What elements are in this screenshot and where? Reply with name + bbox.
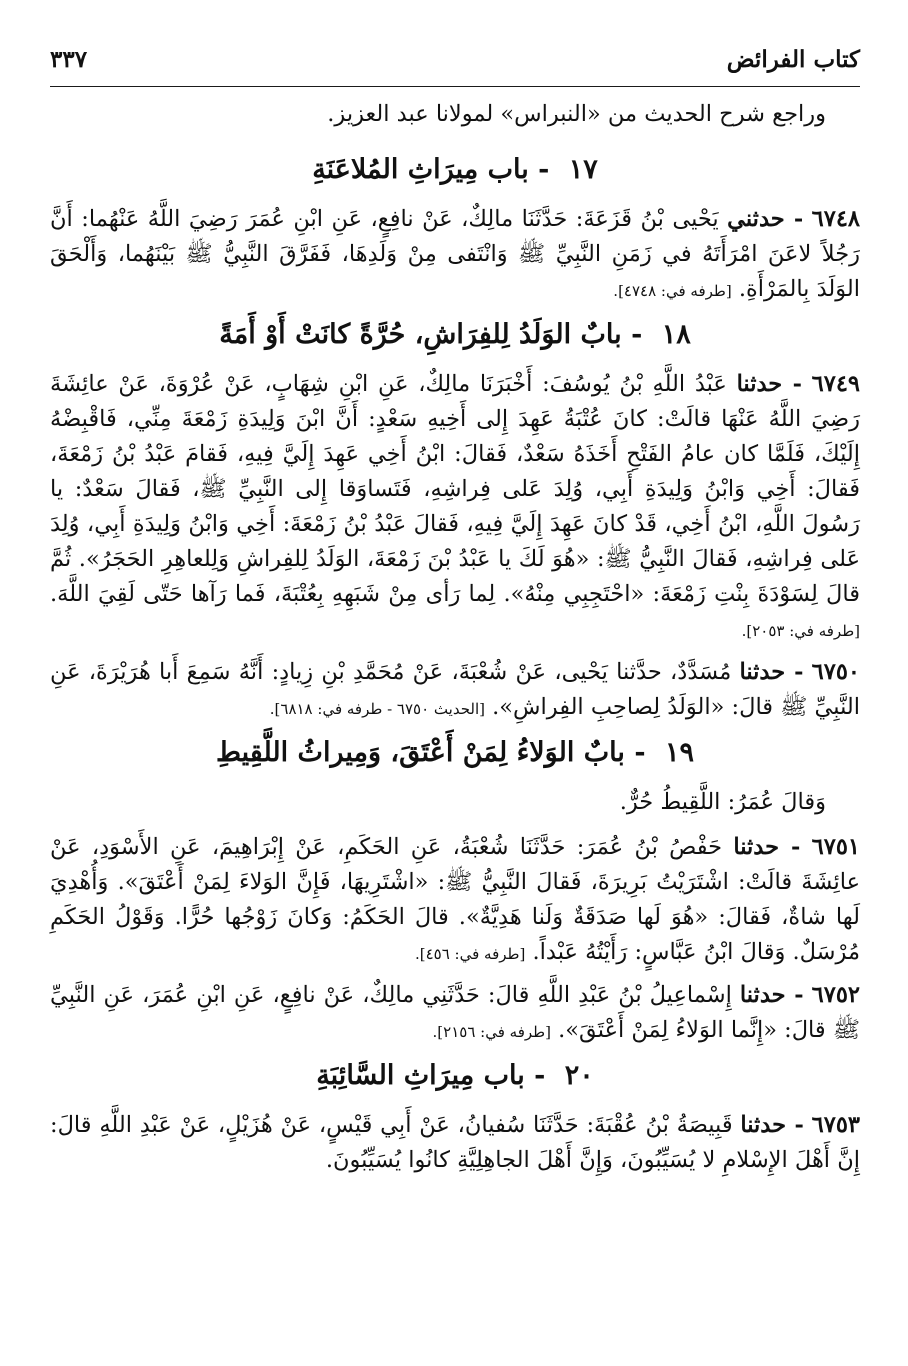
chapter-title: باب مِيرَاثِ السَّائِبَةِ — [316, 1060, 525, 1091]
running-header — [50, 40, 860, 87]
hadith-number: ٦٧٥١ — [811, 834, 861, 860]
chapter-title: بابٌ الوَلاءُ لِمَنْ أَعْتَقَ، وَمِيراثُ اللَّقِيطِ — [216, 737, 625, 768]
chapter-dash: - — [634, 737, 646, 768]
hadith-number: ٦٧٥٣ — [811, 1112, 860, 1138]
chapter-number: ١٨ — [661, 319, 691, 350]
hadith-lead: - حدثني — [727, 206, 804, 232]
hadith-text: مُسَدَّدٌ، حدَّثنا يَحْيى، عَنْ شُعْبَةَ، عَنْ مُحَمَّدِ بْنِ زِيادٍ: أَنَّهُ سَمِعَ أَبا هُرَيْرَةَ، عَنِ النَّبِيِّ ﷺ قالَ: «الوَلَدُ لِصاحِبِ الفِراشِ». — [50, 659, 860, 720]
hadith-number: ٦٧٤٩ — [811, 371, 861, 397]
chapter-title: باب مِيرَاثِ المُلاعَنَةِ — [312, 154, 529, 185]
hadith-text: إِسْماعِيلُ بْنُ عَبْدِ اللَّهِ قالَ: حَدَّثَنِي مالِكٌ، عَنْ نافِعٍ، عَنِ ابْنِ عُمَرَ، عَنِ النَّبِيِّ ﷺ قالَ: «إِنَّما الوَلاءُ لِمَنْ أَعْتَقَ». — [50, 982, 860, 1043]
hadith-paragraph — [50, 830, 860, 972]
hadith-reference: [طرفه في: ٢٠٥٣]. — [741, 622, 860, 640]
hadith-lead: - حدثنا — [733, 834, 801, 860]
chapter-number: ٢٠ — [564, 1060, 594, 1091]
intro-note: وراجع شرح الحديث من «النبراس» لمولانا عبد العزيز. — [327, 101, 826, 127]
chapter-number: ١٧ — [568, 154, 598, 185]
chapter-heading — [50, 150, 860, 190]
hadith-number: ٦٧٥٢ — [811, 982, 861, 1008]
hadith-paragraph — [50, 655, 860, 727]
hadith-paragraph — [50, 367, 860, 649]
chapter-heading — [50, 1056, 860, 1096]
chapter-title: بابٌ الوَلَدُ لِلفِرَاشِ، حُرَّةً كانَتْ أَوْ أَمَةً — [219, 319, 622, 350]
hadith-reference: [طرفه في: ٢١٥٦]. — [432, 1023, 551, 1041]
page-number: ٣٣٧ — [50, 46, 88, 73]
hadith-paragraph — [50, 1108, 860, 1178]
hadith-lead: - حدثنا — [736, 371, 802, 397]
chapter-dash: - — [631, 319, 643, 350]
hadith-number: ٦٧٤٨ — [811, 206, 860, 232]
chapter-dash: - — [538, 154, 550, 185]
hadith-number: ٦٧٥٠ — [811, 659, 861, 685]
hadith-lead: - حدثنا — [739, 659, 804, 685]
hadith-text: قَبِيصَةُ بْنُ عُقْبَةَ: حَدَّثَنَا سُفيانُ، عَنْ أَبِي قَيْسٍ، عَنْ هُزَيْلٍ، عَنْ عَبْدِ اللَّهِ قالَ: إِنَّ أَهْلَ الإِسْلامِ لا يُسَيِّبُونَ، وَإِنَّ أَهْلَ الجاهِلِيَّةِ كانُوا يُسَيِّبُونَ. — [50, 1112, 860, 1173]
hadith-paragraph — [50, 978, 860, 1050]
page-content — [50, 97, 860, 1178]
chapter-number: ١٩ — [664, 737, 694, 768]
hadith-reference: [طرفه في: ٤٧٤٨]. — [613, 282, 732, 300]
hadith-text: حَفْصُ بْنُ عُمَرَ: حَدَّثَنَا شُعْبَةُ، عَنِ الحَكَمِ، عَنْ إِبْرَاهِيمَ، عَنِ الأَسْوَدِ، عَنْ عائِشَةَ قالَتْ: اشْتَرَيْتُ بَرِيرَةَ، فَقالَ النَّبِيُّ ﷺ: «اشْتَرِيهَا، فَإِنَّ الوَلاءَ لِمَنْ أَعْتَقَ». وَأُهْدِيَ لَها شاةٌ، فَقالَ: «هُوَ لَها صَدَقَةٌ وَلَنا هَدِيَّةٌ». قالَ الحَكَمُ: وَكانَ زَوْجُها حُرًّا. وَقَوْلُ الحَكَمِ مُرْسَلٌ. وَقالَ ابْنُ عَبَّاسٍ: رَأَيْتُهُ عَبْداً. — [50, 834, 860, 965]
book-page — [50, 40, 860, 1346]
hadith-reference: [طرفه في: ٤٥٦]. — [414, 945, 526, 963]
chapter-dash: - — [534, 1060, 546, 1091]
chapter-quote: وَقالَ عُمَرُ: اللَّقِيطُ حُرٌّ. — [619, 789, 826, 815]
chapter-heading — [50, 733, 860, 773]
hadith-text: يَحْيى بْنُ قَزَعَةَ: حَدَّثَنَا مالِكٌ، عَنْ نافِعٍ، عَنِ ابْنِ عُمَرَ رَضِيَ اللَّهُ عَنْهُما: أَنَّ رَجُلاً لاعَنَ امْرَأَتَهُ في زَمَنِ النَّبِيِّ ﷺ وَانْتَفى مِنْ وَلَدِهَا، فَفَرَّقَ النَّبِيُّ ﷺ بَيْنَهُما، وَأَلْحَقَ الوَلَدَ بِالمَرْأَةِ. — [50, 206, 860, 302]
hadith-lead: - حدثنا — [739, 982, 804, 1008]
chapter-heading — [50, 315, 860, 355]
hadith-reference: [الحديث ٦٧٥٠ - طرفه في: ٦٨١٨]. — [269, 700, 485, 718]
hadith-paragraph — [50, 202, 860, 309]
book-title: كتاب الفرائض — [726, 46, 860, 73]
hadith-text: عَبْدُ اللَّهِ بْنُ يُوسُفَ: أَخْبَرَنَا مالِكٌ، عَنِ ابْنِ شِهَابٍ، عَنْ عُرْوَةَ، عَنْ عائِشَةَ رَضِيَ اللَّهُ عَنْهَا قالَتْ: كانَ عُتْبَةُ عَهِدَ إِلى أَخِيهِ سَعْدٍ: أَنَّ ابْنَ وَلِيدَةِ زَمْعَةَ مِنِّي، فَاقْبِضْهُ إِلَيْكَ، فَلَمَّا كان عامُ الفَتْحِ أَخَذَهُ سَعْدٌ، فَقالَ: ابْنُ أَخِي عَهِدَ إِلَيَّ فِيهِ، فَقامَ عَبْدُ بْنُ زَمْعَةَ، فَقالَ: أَخِي وَابْنُ وَلِيدَةِ أَبِي، وُلِدَ عَلى فِراشِهِ، فَتَساوَقا إِلى النَّبِيِّ ﷺ، فَقالَ سَعْدٌ: يا رَسُولَ اللَّهِ، ابْنُ أَخِي، قَدْ كانَ عَهِدَ إِلَيَّ فِيهِ، فَقالَ عَبْدُ بْنُ زَمْعَةَ: أَخِي وَابْنُ وَلِيدَةِ أَبِي، وُلِدَ عَلى فِراشِهِ، فَقالَ النَّبِيُّ ﷺ: «هُوَ لَكَ يا عَبْدُ بْنَ زَمْعَةَ، الوَلَدُ لِلفِراشِ وَلِلعاهِرِ الحَجَرُ». ثُمَّ قالَ لِسَوْدَةَ بِنْتِ زَمْعَةَ: «احْتَجِبِي مِنْهُ». لِما رَأى مِنْ شَبَهِهِ بِعُتْبَةَ، فَما رَآها حَتّى لَقِيَ اللَّهَ. — [50, 371, 860, 607]
hadith-lead: - حدثنا — [740, 1112, 804, 1138]
